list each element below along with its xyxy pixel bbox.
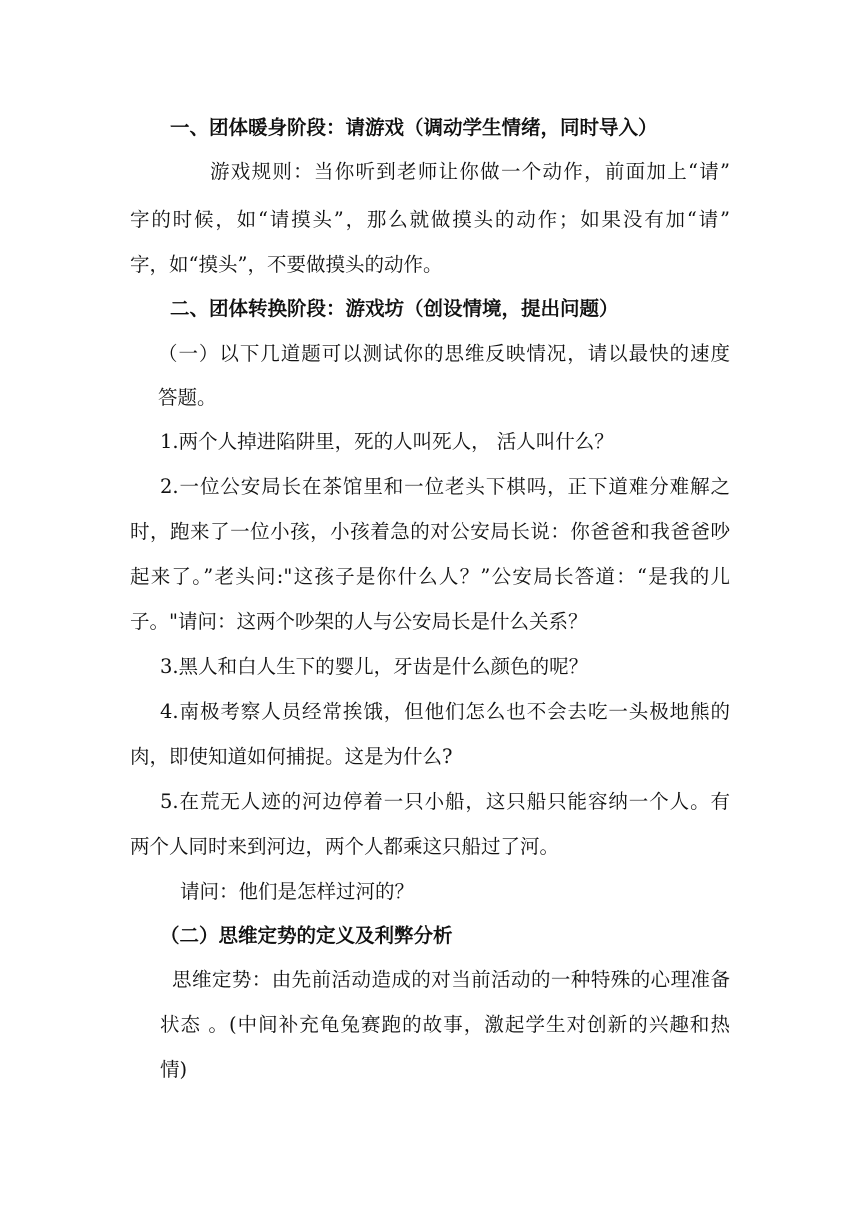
part2-body-line-3: 情) (160, 1058, 188, 1081)
question-2-line-4: 子。"请问：这两个吵架的人与公安局长是什么关系？ (130, 610, 588, 633)
section2-heading: 二、团体转换阶段：游戏坊（创设情境，提出问题） (170, 297, 619, 320)
rules-line-2: 字的时候，如“请摸头”，那么就做摸头的动作；如果没有加“请” (130, 208, 730, 231)
question-5-line-1: 5.在荒无人迹的河边停着一只小船，这只船只能容纳一个人。有 (160, 790, 730, 813)
question-2-line-2: 时，跑来了一位小孩，小孩着急的对公安局长说：你爸爸和我爸爸吵 (130, 520, 730, 543)
part2-body-line-1: 思维定势：由先前活动造成的对当前活动的一种特殊的心理准备 (172, 968, 730, 991)
question-2-line-1: 2.一位公安局长在茶馆里和一位老头下棋吗，正下道难分难解之 (160, 475, 730, 498)
part1-intro-line-2: 答题。 (158, 386, 217, 409)
question-4-line-1: 4.南极考察人员经常挨饿，但他们怎么也不会去吃一头极地熊的 (160, 700, 730, 723)
part1-intro-line-1: （一）以下几道题可以测试你的思维反映情况，请以最快的速度 (158, 342, 730, 365)
rules-line-3: 字，如“摸头”，不要做摸头的动作。 (130, 253, 443, 276)
part2-body-line-2: 状态 。(中间补充龟兔赛跑的故事，激起学生对创新的兴趣和热 (160, 1013, 730, 1036)
question-2-line-3: 起来了。”老头问:"这孩子是你什么人？”公安局长答道：“是我的儿 (130, 565, 730, 588)
rules-line-1: 游戏规则：当你听到老师让你做一个动作，前面加上“请” (210, 160, 730, 183)
question-5-ask: 请问：他们是怎样过河的？ (180, 880, 415, 903)
part2-heading: （二）思维定势的定义及利弊分析 (160, 924, 453, 947)
question-4-line-2: 肉，即使知道如何捕捉。这是为什么? (130, 745, 453, 768)
question-5-line-2: 两个人同时来到河边，两个人都乘这只船过了河。 (130, 835, 560, 858)
question-1: 1.两个人掉进陷阱里，死的人叫死人， 活人叫什么？ (160, 430, 614, 453)
section1-heading: 一、团体暖身阶段：请游戏（调动学生情绪，同时导入） (170, 116, 658, 139)
question-3: 3.黑人和白人生下的婴儿，牙齿是什么颜色的呢？ (160, 655, 589, 678)
